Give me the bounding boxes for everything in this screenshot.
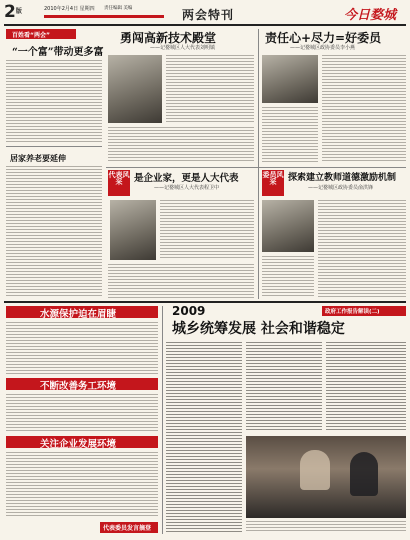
masthead-bar <box>44 15 164 18</box>
top-left-headline: “一个富”带动更多富 <box>12 47 104 58</box>
top-center-byline: ——记婺城区人大代表刘明镇 <box>150 45 216 51</box>
bottom-left-body-3 <box>6 452 158 518</box>
mid-center-tag: 代表风采 <box>108 170 130 196</box>
photo-caption <box>246 521 406 533</box>
bottom-column-divider <box>162 306 163 534</box>
portrait-photo <box>262 200 314 252</box>
mid-left-headline: 居家养老要延伸 <box>10 153 66 163</box>
portrait-photo <box>108 55 162 123</box>
section-rule <box>4 301 406 303</box>
bottom-left-body-2 <box>6 394 158 432</box>
main-body-col3 <box>326 342 406 432</box>
masthead-rule <box>4 24 406 26</box>
desk-line: 责任编辑 美编 <box>104 6 133 11</box>
date-line: 2010年2月4日 星期四 <box>44 6 95 12</box>
top-right-headline: 责任心+尽力=好委员 <box>265 31 382 45</box>
top-left-divider <box>6 146 102 147</box>
kicker-label: 百姓看“两会” <box>12 32 50 39</box>
top-right-body-b <box>262 107 318 163</box>
portrait-photo <box>110 200 156 260</box>
top-right-byline: ——记婺城区政协委员李小燕 <box>290 45 356 51</box>
meeting-photo-figure <box>350 452 378 496</box>
mid-right-body-a <box>318 200 406 298</box>
bottom-left-headline-2: 不断改善务工环境 <box>40 381 117 392</box>
mid-center-headline: 是企业家，更是人大代表 <box>134 173 239 184</box>
top-left-body <box>6 60 102 142</box>
mid-right-tag: 委员风采 <box>262 170 284 196</box>
paper-logo: 今日婺城 <box>344 8 397 23</box>
page-number: $2^版$ <box>4 2 22 22</box>
top-center-headline: 勇闯高新技术殿堂 <box>120 31 217 45</box>
mid-right-headline: 探索建立教师道德激励机制 <box>288 173 397 183</box>
mid-divider <box>106 167 406 168</box>
series-label: 政府工作报告解读(二) <box>325 309 380 315</box>
mid-left-body <box>6 166 102 298</box>
top-center-body-a <box>166 55 254 123</box>
column-divider <box>258 29 259 299</box>
portrait-photo <box>262 55 318 103</box>
bottom-left-headline-3: 关注企业发展环境 <box>40 439 117 450</box>
top-center-body-b <box>108 127 254 163</box>
footer-box-label: 代表委员发言摘登 <box>103 525 152 532</box>
mid-center-body-b <box>108 264 254 298</box>
main-body-col2 <box>246 342 322 432</box>
main-headline: 城乡统筹发展 社会和谐稳定 <box>172 321 345 337</box>
main-year: 2009 <box>172 304 206 318</box>
mid-right-byline: ——记婺城区政协委员俞洪锋 <box>308 185 374 191</box>
bottom-left-headline-1: 水源保护迫在眉睫 <box>40 309 117 320</box>
meeting-photo-figure <box>300 450 330 490</box>
main-body-col1 <box>166 342 242 532</box>
masthead <box>4 3 406 23</box>
mid-right-body-b <box>262 256 314 298</box>
top-right-body-a <box>322 55 406 163</box>
bottom-left-body-1 <box>6 322 158 374</box>
section-title: 两会特刊 <box>182 8 235 22</box>
mid-center-byline: ——记婺城区人大代表程卫中 <box>154 185 220 191</box>
mid-center-body-a <box>160 200 254 260</box>
